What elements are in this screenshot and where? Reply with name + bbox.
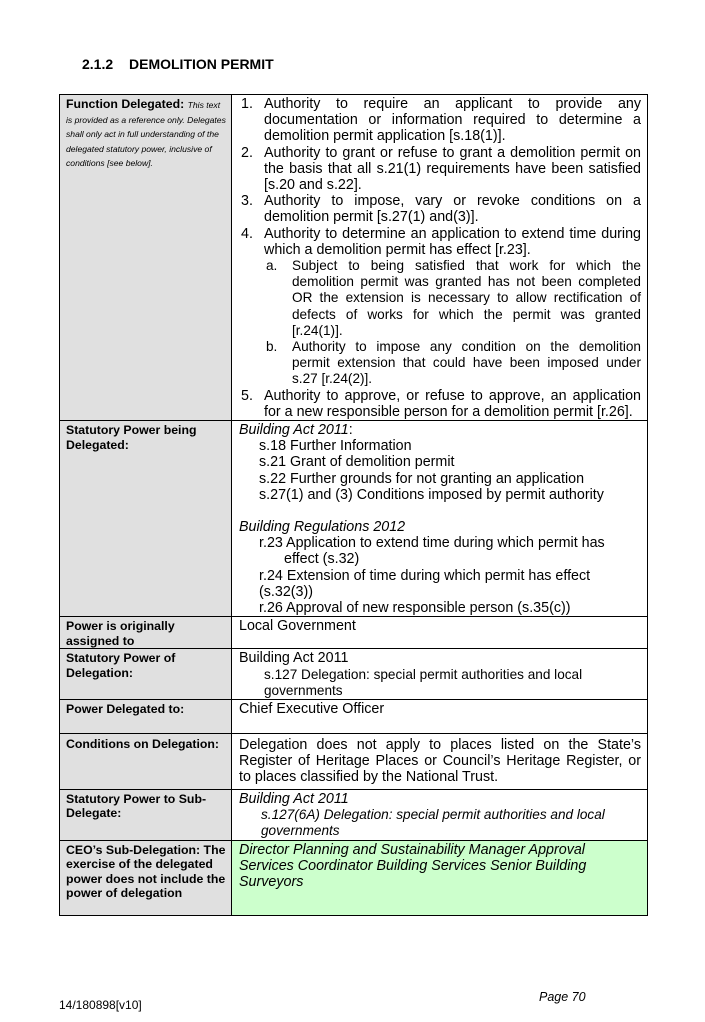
function-item: 2. Authority to grant or refuse to grant a demolition permit on the basis that all s.21(1) requirements have been satisfied [s.20 and s.22]. — [241, 144, 641, 194]
row-originally-assigned — [60, 617, 648, 649]
label-delegated-to: Power Delegated to: — [60, 699, 232, 733]
row-statutory-power — [60, 421, 648, 617]
function-delegated-label: Function Delegated: — [66, 97, 185, 111]
label-ceo-sub-delegation: CEO’s Sub-Delegation: The exercise of the delegated power does not include the power of delegation — [60, 840, 232, 915]
regs-title: Building Regulations 2012 — [239, 519, 406, 536]
section-title: DEMOLITION PERMIT — [129, 56, 274, 72]
delegation-table — [59, 94, 648, 916]
row-function-delegated — [60, 95, 648, 421]
reference-note: This text is provided as a reference only. Delegates shall only act in full understanding of the delegated statutory power, inclusive of conditions [see below]. — [66, 100, 226, 168]
regs-section: r.23 Application to extend time during which permit has effect (s.32) — [259, 535, 605, 568]
row-ceo-sub-delegation — [60, 840, 648, 915]
row-delegated-to — [60, 699, 648, 733]
function-subitem: b. Authority to impose any condition on the demolition permit extension that could have been imposed under s.27 [r.24(2)]. — [266, 339, 641, 387]
conditions-value: Delegation does not apply to places listed on the State’s Register of Heritage Places or Council’s Heritage Register, or to places classified by the National Trust. — [232, 733, 648, 789]
function-item: 1. Authority to require an applicant to provide any documentation or information required to determine a demolition permit application [s.18(1)]. — [241, 96, 641, 145]
section-heading — [82, 56, 274, 72]
label-power-of-delegation: Statutory Power of Delegation: — [60, 649, 232, 700]
row-sub-delegate-power — [60, 789, 648, 840]
act-section: s.21 Grant of demolition permit — [259, 454, 455, 471]
power-of-delegation-value — [232, 649, 648, 700]
section-number: 2.1.2 — [82, 56, 114, 72]
function-item: 5. Authority to approve, or refuse to approve, an application for a new responsible person for a demolition permit [r.26]. — [241, 387, 641, 420]
row-conditions — [60, 733, 648, 789]
delegated-to-value: Chief Executive Officer — [232, 699, 648, 733]
regs-section: r.26 Approval of new responsible person (s.35(c)) — [259, 600, 571, 617]
label-sub-delegate-power: Statutory Power to Sub-Delegate: — [60, 789, 232, 840]
act-title: Building Act 2011 — [239, 422, 349, 439]
delegation-act: Building Act 2011 — [239, 650, 349, 667]
statutory-power-value: Building Act 2011: s.18 Further Information s.21 Grant of demolition permit s.22 Further grounds for not granting an application s.27(1) and (3) Conditions imposed by permit authority Building Regulations 2012 r.23 Application to extend time during which permit has effect (s.32) r.24 Extension of time during which permit has effect (s.32(3)) r.26 Approval of new responsible person (s.35(c)) — [232, 421, 648, 617]
label-function-delegated — [60, 95, 232, 421]
sub-delegate-power-value — [232, 789, 648, 840]
label-originally-assigned: Power is originally assigned to — [60, 617, 232, 649]
row-power-of-delegation — [60, 649, 648, 700]
regs-section: r.24 Extension of time during which permit has effect (s.32(3)) — [259, 567, 591, 600]
sub-delegate-act: Building Act 2011 — [239, 790, 349, 807]
function-subitem: a. Subject to being satisfied that work for which the demolition permit was granted has not been completed OR the extension is necessary to allow rectification of defects of works for which the permit was granted [r.24(1)]. — [266, 258, 641, 338]
delegation-section: s.127 Delegation: special permit authorities and local governments — [264, 666, 583, 698]
originally-assigned-value: Local Government — [232, 617, 648, 649]
act-section: s.27(1) and (3) Conditions imposed by permit authority — [259, 486, 604, 503]
sub-delegate-section: s.127(6A) Delegation: special permit authorities and local governments — [261, 807, 605, 839]
function-item: 4. Authority to determine an application to extend time during which a demolition permit has effect [r.23]. a. Subject to being satisfied that work for which the demolition permit was granted has not been completed OR the extension is necessary to allow rectification of defects of works for which the permit was granted [r.24(1)]. b. Authority to impose any condition on the demolition permit extension that could have been imposed under s.27 [r.24(2)]. — [241, 225, 641, 387]
document-reference: 14/180898[v10] — [59, 998, 142, 1012]
label-conditions: Conditions on Delegation: — [60, 733, 232, 789]
label-statutory-power: Statutory Power being Delegated: — [60, 421, 232, 617]
function-delegated-list — [232, 95, 648, 421]
function-item: 3. Authority to impose, vary or revoke conditions on a demolition permit [s.27(1) and(3)]. — [241, 193, 641, 226]
page-number: Page 70 — [539, 990, 586, 1004]
act-section: s.18 Further Information — [259, 438, 412, 455]
ceo-sub-delegation-value: Director Planning and Sustainability Manager Approval Services Coordinator Building Services Senior Building Surveyors — [232, 840, 648, 915]
act-section: s.22 Further grounds for not granting an application — [259, 470, 585, 487]
